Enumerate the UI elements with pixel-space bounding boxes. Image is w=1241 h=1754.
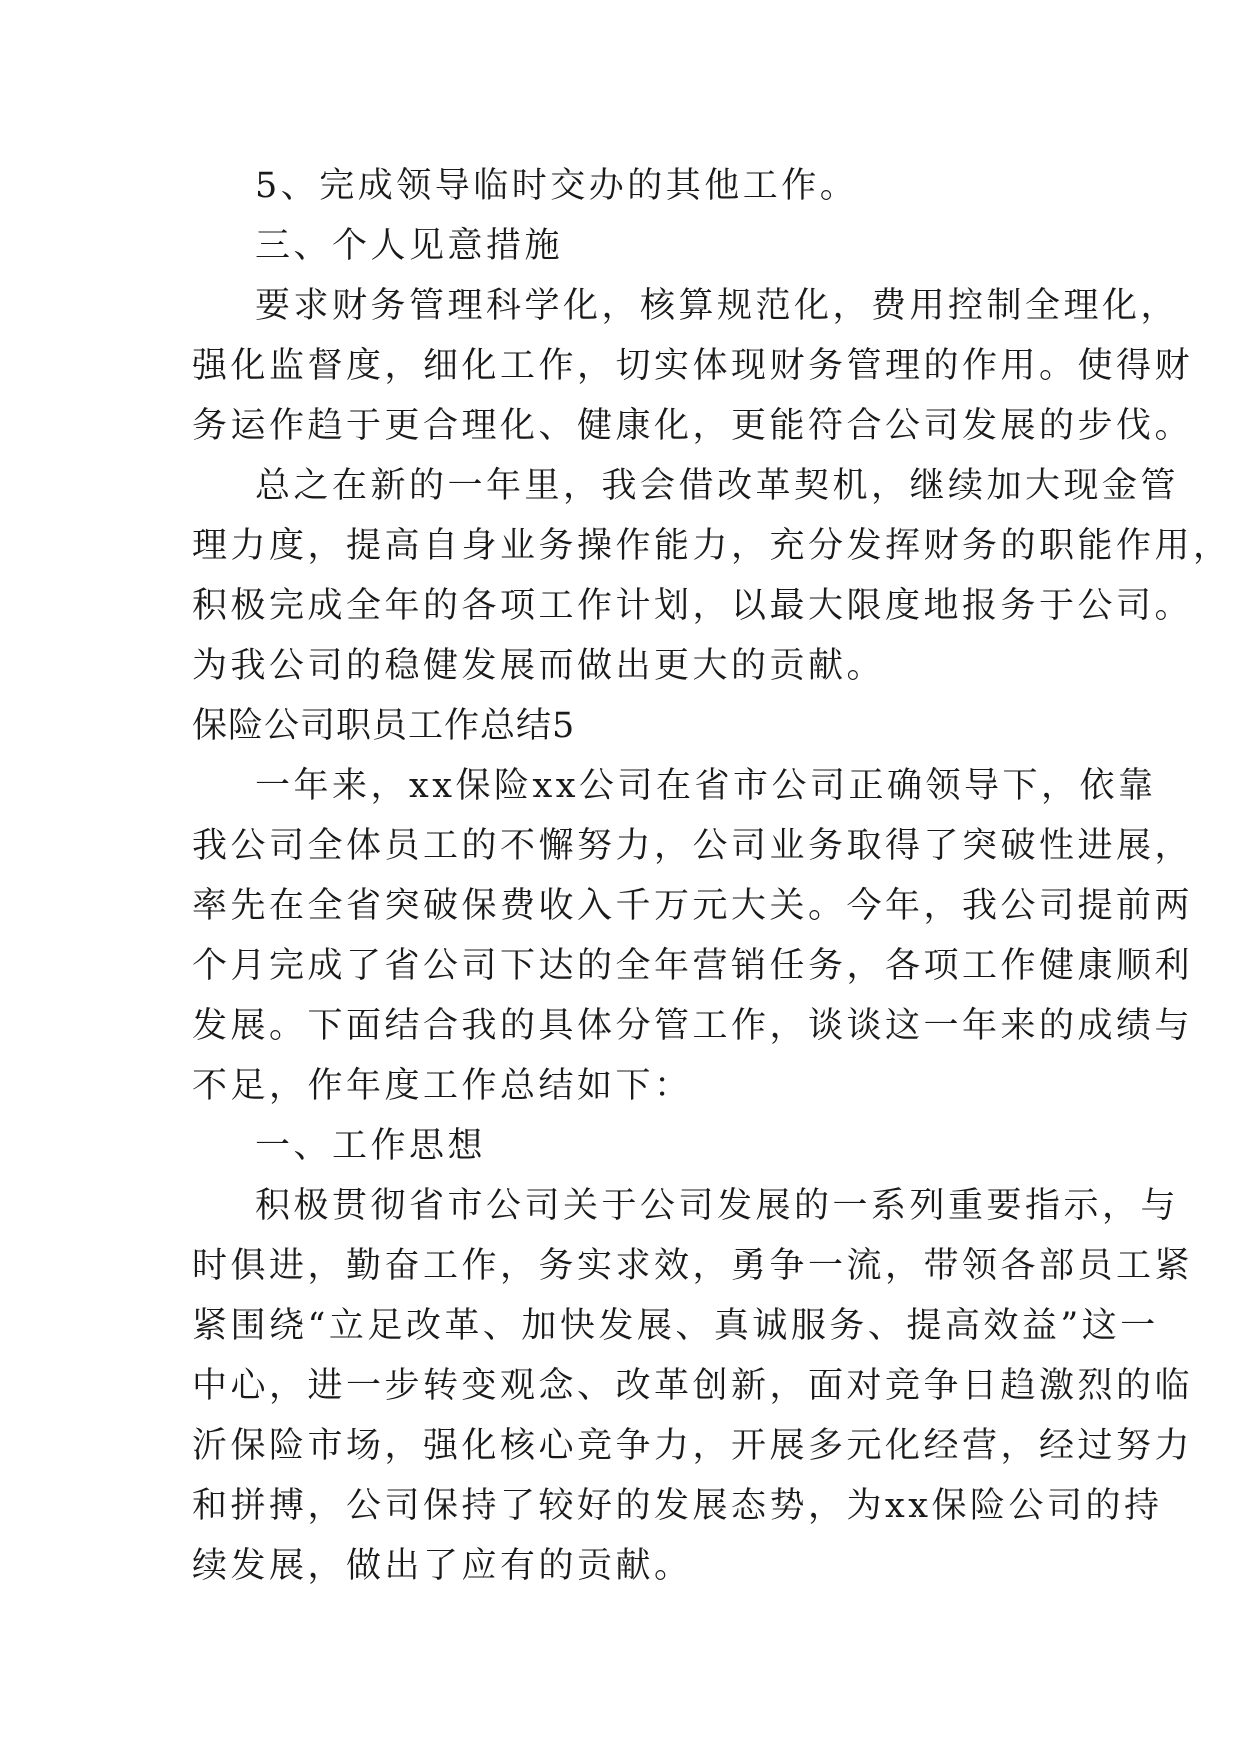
paragraph-line: 积极贯彻省市公司关于公司发展的一系列重要指示，与 — [255, 1186, 1180, 1226]
paragraph-line: 续发展，做出了应有的贡献。 — [192, 1546, 693, 1586]
paragraph-line: 个月完成了省公司下达的全年营销任务，各项工作健康顺利 — [192, 946, 1194, 986]
paragraph-line: 率先在全省突破保费收入千万元大关。今年，我公司提前两 — [192, 886, 1194, 926]
section-heading-measures: 三、个人见意措施 — [255, 226, 564, 266]
paragraph-line: 时俱进，勤奋工作，务实求效，勇争一流，带领各部员工紧 — [192, 1246, 1194, 1286]
paragraph-line: 积极完成全年的各项工作计划，以最大限度地报务于公司。 — [192, 586, 1194, 626]
paragraph-line: 一年来，xx保险xx公司在省市公司正确领导下，依靠 — [255, 766, 1157, 806]
paragraph-line: 不足，作年度工作总结如下： — [192, 1066, 693, 1106]
paragraph-line: 务运作趋于更合理化、健康化，更能符合公司发展的步伐。 — [192, 406, 1194, 446]
paragraph-line: 发展。下面结合我的具体分管工作，谈谈这一年来的成绩与 — [192, 1006, 1194, 1046]
document-title: 保险公司职员工作总结5 — [192, 706, 576, 746]
paragraph-line: 中心，进一步转变观念、改革创新，面对竞争日趋激烈的临 — [192, 1366, 1194, 1406]
paragraph-line: 要求财务管理科学化，核算规范化，费用控制全理化， — [255, 286, 1180, 326]
paragraph-line: 总之在新的一年里，我会借改革契机，继续加大现金管 — [255, 466, 1180, 506]
paragraph-line: 为我公司的稳健发展而做出更大的贡献。 — [192, 646, 886, 686]
paragraph-line: 强化监督度，细化工作，切实体现财务管理的作用。使得财 — [192, 346, 1194, 386]
paragraph-line: 我公司全体员工的不懈努力，公司业务取得了突破性进展， — [192, 826, 1194, 866]
paragraph-line: 和拼搏，公司保持了较好的发展态势，为xx保险公司的持 — [192, 1486, 1163, 1526]
section-heading-ideology: 一、工作思想 — [255, 1126, 487, 1166]
paragraph-line: 紧围绕“立足改革、加快发展、真诚服务、提高效益”这一 — [192, 1306, 1159, 1346]
paragraph-line: 理力度，提高自身业务操作能力，充分发挥财务的职能作用， — [192, 526, 1232, 566]
list-item-5: 5、完成领导临时交办的其他工作。 — [255, 166, 859, 206]
paragraph-line: 沂保险市场，强化核心竞争力，开展多元化经营，经过努力 — [192, 1426, 1194, 1466]
